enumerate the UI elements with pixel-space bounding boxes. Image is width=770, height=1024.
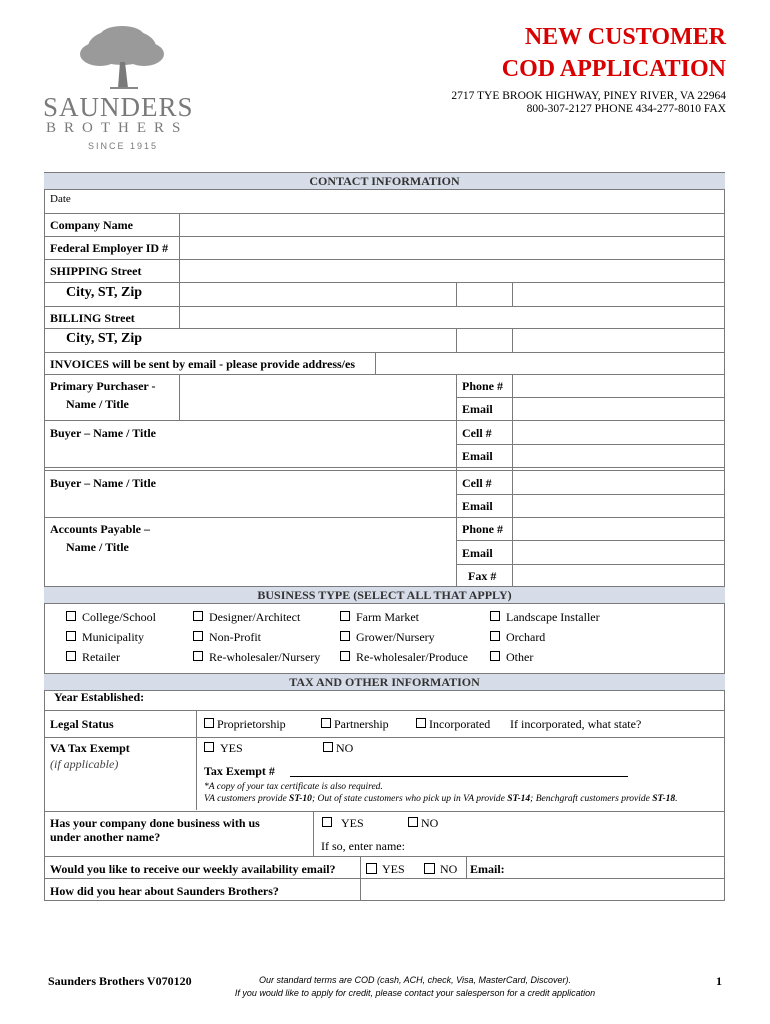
primary-purchaser-label: Primary Purchaser - [50,379,156,393]
checkbox-rewholesaler-nursery[interactable]: Re-wholesaler/Nursery [193,650,320,665]
shipping-street-label: SHIPPING Street [50,264,142,278]
tax-form-note: VA customers provide ST-10; Out of state customers who pick up in VA provide ST-14; Benchgraft customers provide ST-18. [204,794,678,804]
checkbox-icon [323,742,333,752]
terms-line-2: If you would like to apply for credit, please contact your salesperson for a credit application [234,988,596,998]
buyer1-email-label: Email [462,449,493,463]
checkbox-icon [193,631,203,641]
referral-field[interactable] [363,880,721,898]
checkbox-non-profit[interactable]: Non-Profit [193,630,261,645]
logo-wordmark: SAUNDERS [43,92,194,122]
ap-email-label: Email [462,546,493,560]
weekly-email-label: Email: [470,862,505,876]
other-name-question-2: under another name? [50,830,161,844]
logo-wordmark-2: BROTHERS [46,120,189,136]
tax-cert-note: *A copy of your tax certificate is also required. [204,782,383,792]
form-version: Saunders Brothers V070120 [48,974,192,988]
checkbox-icon [340,611,350,621]
if-applicable-label: (if applicable) [50,757,119,771]
checkbox-icon [193,611,203,621]
primary-phone-field[interactable] [514,376,722,396]
checkbox-icon [321,718,331,728]
billing-state-field[interactable] [458,330,510,350]
buyer1-field[interactable] [182,422,454,466]
shipping-street-field[interactable] [182,261,722,281]
billing-street-label: BILLING Street [50,311,135,325]
buyer1-email-field[interactable] [514,446,722,466]
incorporated-state-label: If incorporated, what state? [510,717,642,731]
form-title-line2: COD APPLICATION [501,56,726,82]
logo-since: SINCE 1915 [88,141,159,151]
primary-phone-label: Phone # [462,379,504,393]
checkbox-weekly-no[interactable]: NO [424,862,457,877]
legal-status-label: Legal Status [50,717,114,731]
checkbox-other[interactable]: Other [490,650,533,665]
form-title-line1: NEW CUSTOMER [524,24,726,50]
date-field[interactable] [100,190,720,210]
checkbox-icon [490,651,500,661]
weekly-email-question: Would you like to receive our weekly availability email? [50,862,336,876]
checkbox-municipality[interactable]: Municipality [66,630,144,645]
checkbox-tax-exempt-no[interactable]: NO [323,741,353,756]
page-number: 1 [716,974,722,988]
buyer2-cell-label: Cell # [462,476,492,490]
ap-fax-field[interactable] [514,566,722,585]
checkbox-icon [193,651,203,661]
primary-purchaser-label-2: Name / Title [66,397,129,411]
checkbox-partnership[interactable]: Partnership [321,717,389,732]
terms-line-1: Our standard terms are COD (cash, ACH, check, Visa, MasterCard, Discover). [258,975,572,985]
checkbox-college-school[interactable]: College/School [66,610,156,625]
buyer1-label: Buyer – Name / Title [50,426,156,440]
checkbox-icon [340,631,350,641]
shipping-city-field[interactable] [182,284,454,304]
other-name-label: If so, enter name: [321,839,405,853]
billing-zip-field[interactable] [514,330,722,350]
ap-phone-label: Phone # [462,522,504,536]
business-section-header: BUSINESS TYPE (SELECT ALL THAT APPLY) [44,586,725,604]
buyer2-field[interactable] [182,472,454,516]
contact-section-header: CONTACT INFORMATION [44,172,725,190]
invoices-label: INVOICES will be sent by email - please provide address/es [50,357,356,371]
checkbox-icon [416,718,426,728]
company-name-label: Company Name [50,218,133,232]
checkbox-weekly-yes[interactable]: YES [366,862,405,877]
buyer2-email-field[interactable] [514,496,722,516]
company-logo [40,22,205,154]
checkbox-icon [66,611,76,621]
accounts-payable-label: Accounts Payable – [50,522,150,536]
buyer1-cell-field[interactable] [514,422,722,442]
accounts-payable-field[interactable] [182,519,454,585]
tax-section-header: TAX AND OTHER INFORMATION [44,673,725,691]
checkbox-icon [408,817,418,827]
checkbox-other-name-no[interactable]: NO [408,816,438,831]
checkbox-icon [340,651,350,661]
checkbox-icon [424,863,435,874]
tax-exempt-number-label: Tax Exempt # [204,764,275,778]
checkbox-icon [366,863,377,874]
accounts-payable-label-2: Name / Title [66,540,129,554]
checkbox-icon [66,651,76,661]
company-phones: 800-307-2127 PHONE 434-277-8010 FAX [526,103,726,115]
checkbox-rewholesaler-produce[interactable]: Re-wholesaler/Produce [340,650,468,665]
checkbox-grower-nursery[interactable]: Grower/Nursery [340,630,435,645]
company-name-field[interactable] [182,215,722,235]
primary-email-field[interactable] [514,399,722,419]
checkbox-retailer[interactable]: Retailer [66,650,120,665]
shipping-state-field[interactable] [458,284,510,304]
buyer2-label: Buyer – Name / Title [50,476,156,490]
checkbox-icon [66,631,76,641]
checkbox-icon [490,631,500,641]
checkbox-orchard[interactable]: Orchard [490,630,545,645]
checkbox-landscape-installer[interactable]: Landscape Installer [490,610,600,625]
checkbox-other-name-yes[interactable]: YES [322,816,364,831]
billing-city-label: City, ST, Zip [66,331,142,346]
checkbox-incorporated[interactable]: Incorporated [416,717,490,732]
tree-icon [40,22,205,92]
invoice-email-field[interactable] [378,354,722,372]
checkbox-tax-exempt-yes[interactable]: YES [204,741,243,756]
primary-purchaser-field[interactable] [182,376,454,418]
ap-phone-field[interactable] [514,519,722,539]
shipping-city-label: City, ST, Zip [66,285,142,300]
checkbox-proprietorship[interactable]: Proprietorship [204,717,286,732]
billing-street-field[interactable] [182,308,722,328]
buyer2-email-label: Email [462,499,493,513]
company-address: 2717 TYE BROOK HIGHWAY, PINEY RIVER, VA 22964 [451,90,726,102]
checkbox-icon [204,742,214,752]
other-name-question: Has your company done business with us [50,816,260,830]
weekly-email-field[interactable] [510,858,722,876]
tax-exempt-number-field[interactable] [290,764,628,777]
checkbox-icon [322,817,332,827]
checkbox-icon [490,611,500,621]
primary-email-label: Email [462,402,493,416]
ap-email-field[interactable] [514,542,722,562]
date-label: Date [50,193,71,205]
year-established-field[interactable] [160,690,720,708]
checkbox-icon [204,718,214,728]
fein-label: Federal Employer ID # [50,241,169,255]
fein-field[interactable] [182,238,722,258]
checkbox-farm-market[interactable]: Farm Market [340,610,419,625]
checkbox-designer-architect[interactable]: Designer/Architect [193,610,300,625]
other-name-field[interactable] [420,836,720,854]
referral-question: How did you hear about Saunders Brothers? [50,884,279,898]
ap-fax-label: Fax # [468,569,497,583]
year-established-label: Year Established: [54,690,145,704]
shipping-zip-field[interactable] [514,284,722,304]
buyer1-cell-label: Cell # [462,426,492,440]
billing-city-field[interactable] [182,330,454,350]
buyer2-cell-field[interactable] [514,472,722,492]
va-tax-exempt-label: VA Tax Exempt [50,741,130,755]
